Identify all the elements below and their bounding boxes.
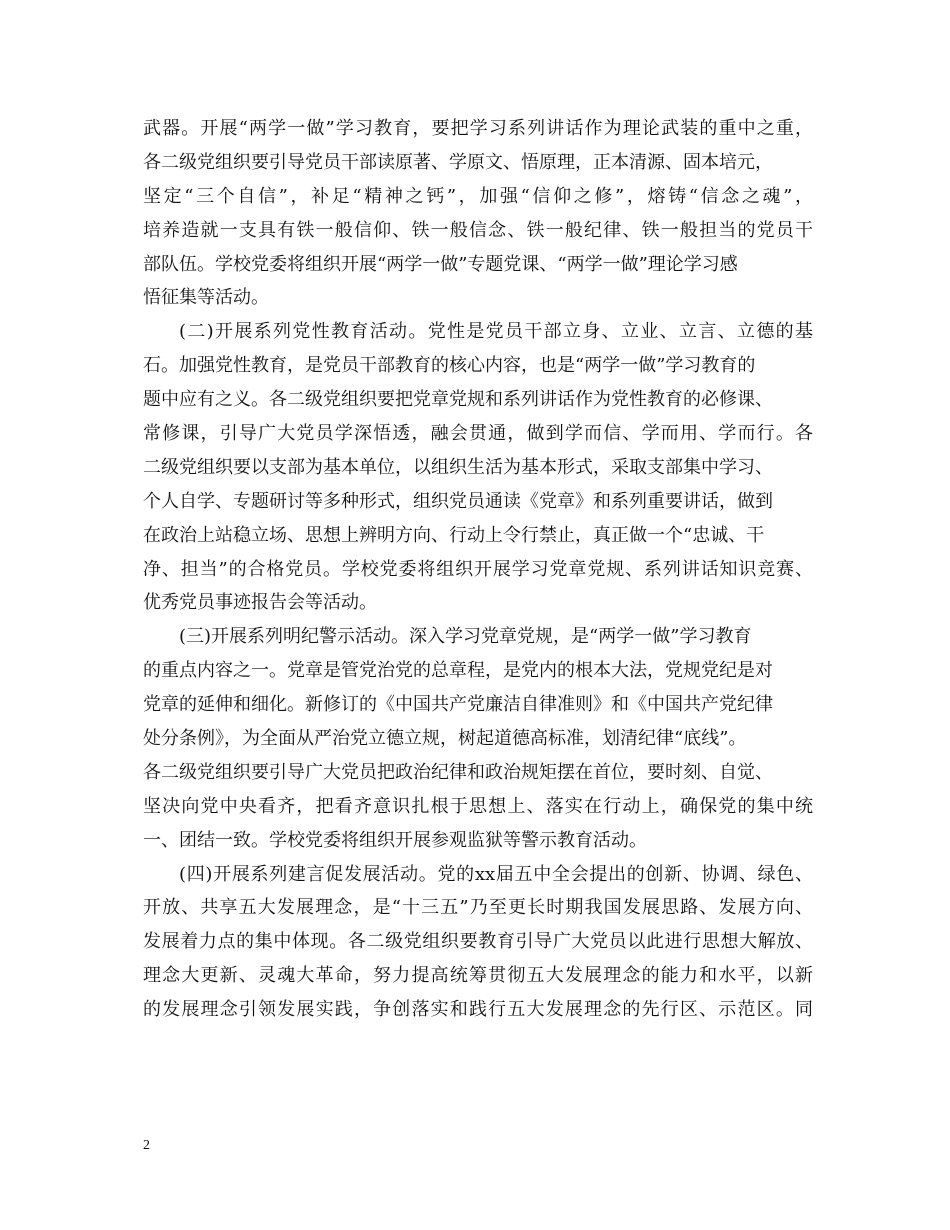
text-line: 石。加强党性教育，是党员干部教育的核心内容，也是“两学一做”学习教育的 [143, 355, 756, 377]
text-line: 党章的延伸和细化。新修订的《中国共产党廉洁自律准则》和《中国共产党纪律 [143, 694, 773, 716]
document-body [143, 112, 813, 1027]
text-line: 武器。开展“两学一做”学习教育，要把学习系列讲话作为理论武装的重中之重， [143, 118, 813, 139]
text-line: 优秀党员事迹报告会等活动。 [143, 592, 377, 614]
text-line: 各二级党组织要引导党员干部读原著、学原文、悟原理，正本清源、固本培元， [143, 151, 773, 173]
text-line: (四)开展系列建言促发展活动。党的xx届五中全会提出的创新、协调、绿色、 [179, 863, 813, 885]
text-line: 各二级党组织要引导广大党员把政治纪律和政治规矩摆在首位，要时刻、自觉、 [143, 761, 773, 783]
text-line: 个人自学、专题研讨等多种形式，组织党员通读《党章》和系列重要讲话，做到 [143, 490, 773, 512]
text-line: 坚决向党中央看齐，把看齐意识扎根于思想上、落实在行动上，确保党的集中统 [143, 795, 813, 817]
text-line: 悟征集等活动。 [143, 287, 269, 309]
text-line: 常修课，引导广大党员学深悟透，融会贯通，做到学而信、学而用、学而行。各 [143, 423, 813, 445]
text-line: 坚定“三个自信”，补足“精神之钙”，加强“信仰之修”，熔铸“信念之魂”， [143, 185, 813, 207]
text-line: 题中应有之义。各二级党组织要把党章党规和系列讲话作为党性教育的必修课、 [143, 389, 773, 411]
text-line: 处分条例》，为全面从严治党立德立规，树起道德高标准，划清纪律“底线”。 [143, 728, 747, 750]
text-line: 净、担当”的合格党员。学校党委将组织开展学习党章党规、系列讲话知识竞赛、 [143, 558, 813, 580]
text-line: 开放、共享五大发展理念，是“十三五”乃至更长时期我国发展思路、发展方向、 [143, 897, 813, 919]
text-line: 一、团结一致。学校党委将组织开展参观监狱等警示教育活动。 [143, 829, 647, 851]
text-line: (三)开展系列明纪警示活动。深入学习党章党规，是“两学一做”学习教育 [179, 626, 752, 648]
page-number: 2 [143, 1138, 150, 1153]
text-line: 的发展理念引领发展实践，争创落实和践行五大发展理念的先行区、示范区。同 [143, 999, 813, 1021]
text-line: 理念大更新、灵魂大革命，努力提高统筹贯彻五大发展理念的能力和水平，以新 [143, 965, 813, 987]
text-line: 在政治上站稳立场、思想上辨明方向、行动上令行禁止，真正做一个“忠诚、干 [143, 524, 765, 546]
text-line: 发展着力点的集中体现。各二级党组织要教育引导广大党员以此进行思想大解放、 [143, 931, 813, 953]
text-line: 部队伍。学校党委将组织开展“两学一做”专题党课、“两学一做”理论学习感 [143, 253, 738, 275]
text-line: 的重点内容之一。党章是管党治党的总章程，是党内的根本大法，党规党纪是对 [143, 660, 773, 682]
text-line: 二级党组织要以支部为基本单位，以组织生活为基本形式，采取支部集中学习、 [143, 456, 773, 478]
text-line: 培养造就一支具有铁一般信仰、铁一般信念、铁一般纪律、铁一般担当的党员干 [143, 219, 813, 241]
text-line: (二)开展系列党性教育活动。党性是党员干部立身、立业、立言、立德的基 [179, 321, 813, 343]
